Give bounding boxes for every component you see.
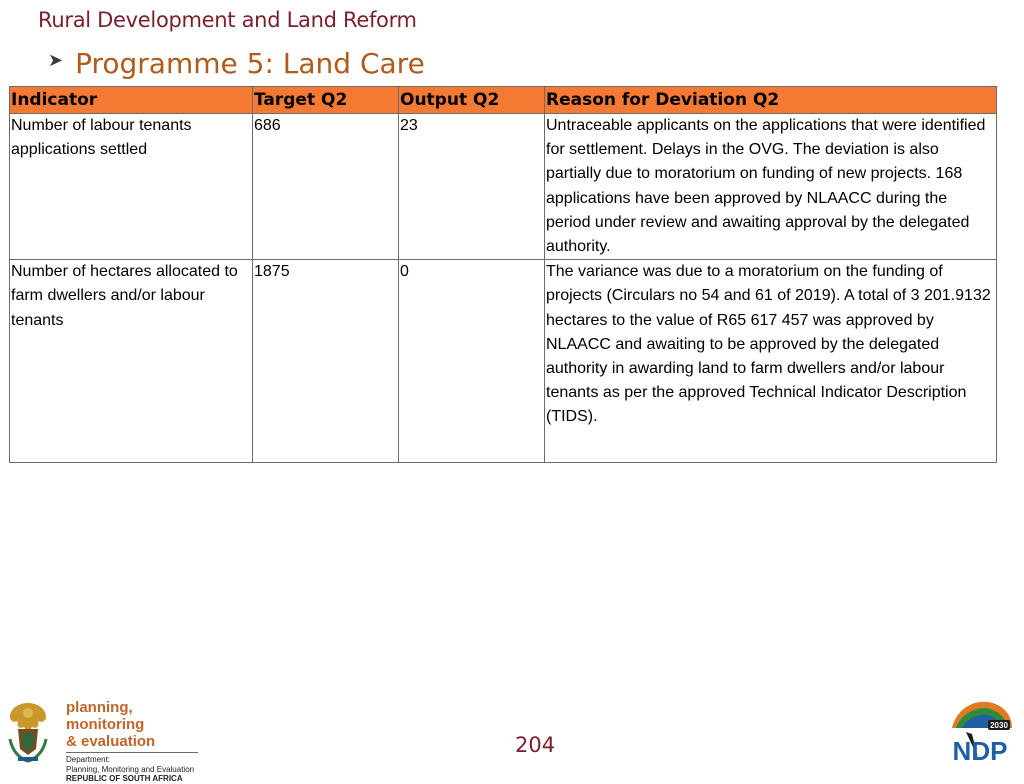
svg-text:NDP: NDP bbox=[952, 736, 1008, 764]
column-header-reason: Reason for Deviation Q2 bbox=[545, 87, 997, 114]
ndp-logo-icon bbox=[946, 698, 1016, 764]
cell-reason: The variance was due to a moratorium on the funding of projects (Circulars no 54 and 61 of 2019). A total of 3 201.9132 hectares to the value of R65 617 457 was approved by NLAACC and awaiting to be approved by the delegated authority in awarding land to farm dwellers and/or labour tenants as per the approved Technical Indicator Description (TIDS). bbox=[545, 260, 997, 463]
column-header-target: Target Q2 bbox=[253, 87, 399, 114]
pme-line-2: & evaluation bbox=[66, 733, 156, 750]
pme-dept-name: Planning, Monitoring and Evaluation bbox=[66, 764, 195, 774]
cell-output: 0 bbox=[399, 260, 545, 463]
page-number: 204 bbox=[515, 733, 556, 757]
programme-title bbox=[48, 47, 425, 80]
cell-target: 686 bbox=[253, 114, 399, 260]
coat-of-arms-icon bbox=[4, 699, 52, 763]
arrow-bullet-icon: ➤ bbox=[48, 50, 64, 71]
pme-text-block bbox=[66, 699, 204, 784]
pme-dept-label: Department: bbox=[66, 755, 111, 764]
cell-indicator: Number of hectares allocated to farm dwellers and/or labour tenants bbox=[10, 260, 253, 463]
cell-reason: Untraceable applicants on the applications that were identified for settlement. Delays in the OVG. The deviation is also partially due to moratorium on funding of new projects. 168 applications have been approved by NLAACC during the period under review and awaiting approval by the delegated authority. bbox=[545, 114, 997, 260]
cell-indicator: Number of labour tenants applications settled bbox=[10, 114, 253, 260]
table-header-row bbox=[10, 87, 997, 114]
pme-country: REPUBLIC OF SOUTH AFRICA bbox=[66, 774, 183, 783]
table-row bbox=[10, 260, 997, 463]
cell-target: 1875 bbox=[253, 260, 399, 463]
pme-line-1: planning, monitoring bbox=[66, 699, 145, 733]
department-title: Rural Development and Land Reform bbox=[38, 8, 417, 32]
pme-logo bbox=[4, 699, 204, 783]
cell-output: 23 bbox=[399, 114, 545, 260]
pme-divider bbox=[66, 752, 198, 753]
svg-text:2030: 2030 bbox=[990, 721, 1008, 730]
table-row bbox=[10, 114, 997, 260]
column-header-output: Output Q2 bbox=[399, 87, 545, 114]
column-header-indicator: Indicator bbox=[10, 87, 253, 114]
programme-title-text: Programme 5: Land Care bbox=[75, 47, 425, 80]
deviation-table bbox=[9, 86, 997, 463]
